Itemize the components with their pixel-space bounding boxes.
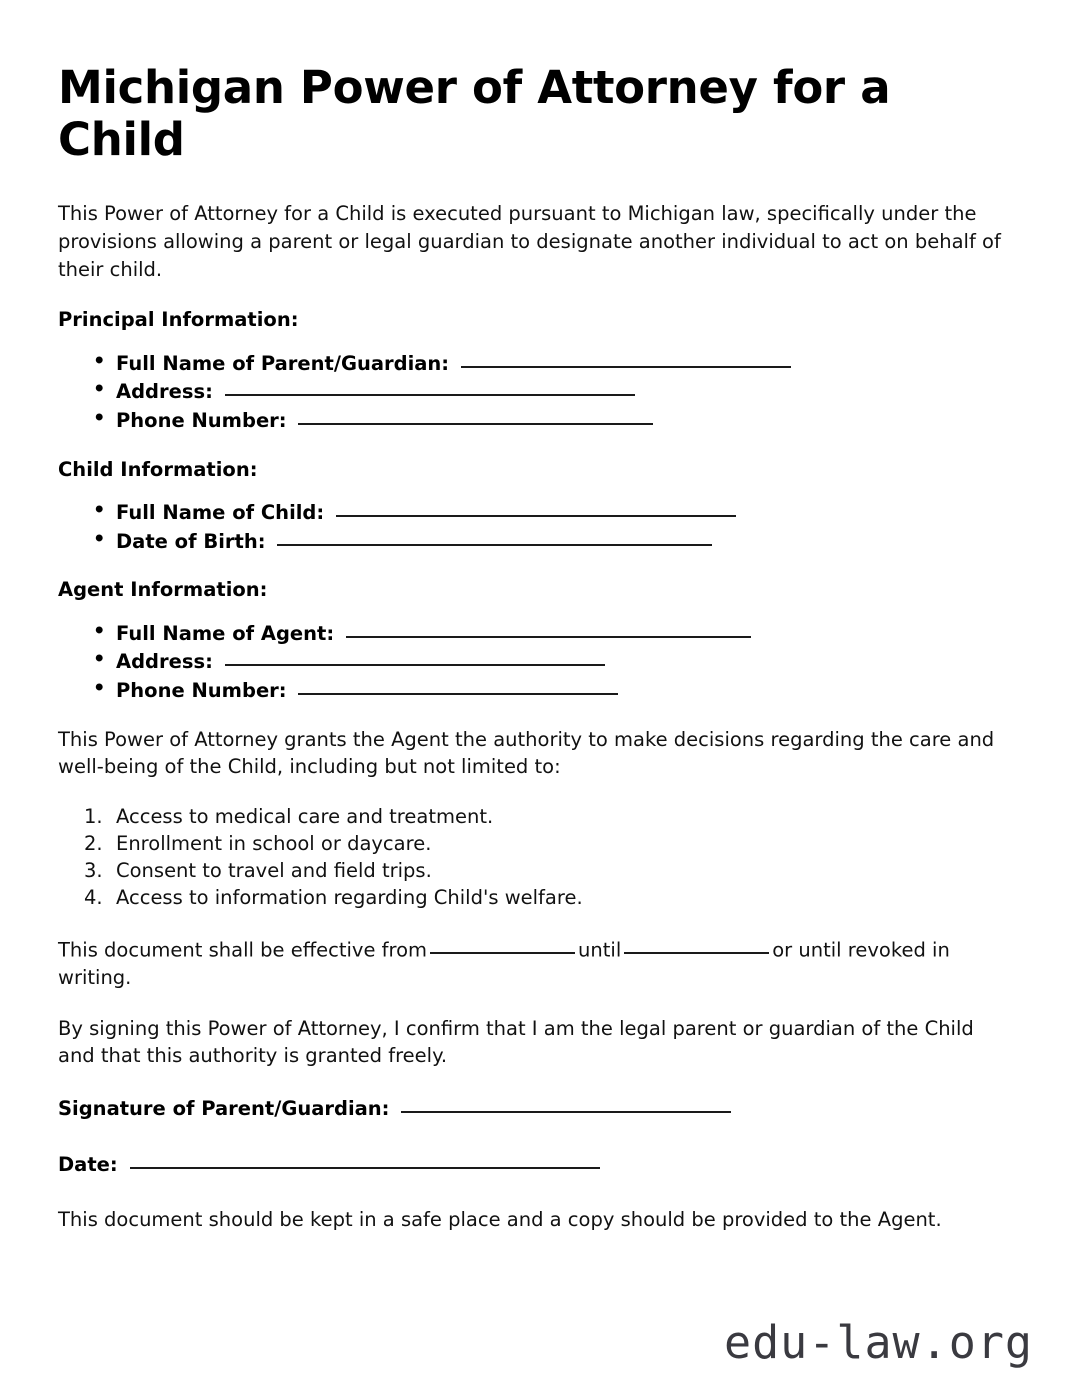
date-label: Date: [58, 1153, 118, 1177]
field-blank[interactable] [277, 526, 712, 546]
bullet-icon: • [93, 526, 106, 550]
agent-information-heading: Agent Information: [58, 578, 268, 602]
bullet-icon: • [93, 676, 106, 700]
field-blank[interactable] [225, 376, 635, 396]
field-agent-full-name [91, 618, 1016, 647]
bullet-icon: • [93, 647, 106, 671]
effective-from-blank[interactable] [430, 935, 575, 955]
field-blank[interactable] [298, 405, 653, 425]
authority-list [58, 804, 1016, 912]
list-item: Consent to travel and field trips. [116, 858, 432, 882]
field-blank[interactable] [298, 675, 618, 695]
field-agent-address [91, 646, 1016, 675]
closing-note: This document should be kept in a safe place and a copy should be provided to the Agent. [58, 1207, 942, 1231]
signature-line [58, 1093, 1016, 1122]
effective-clause-part1: This document shall be effective from [58, 938, 428, 962]
field-principal-full-name [91, 348, 1016, 377]
field-label: Full Name of Parent/Guardian: [116, 351, 450, 375]
bullet-icon: • [93, 498, 106, 522]
effective-clause [58, 935, 1016, 992]
field-label: Phone Number: [116, 678, 287, 702]
signature-blank[interactable] [401, 1093, 731, 1113]
effective-clause-part2: until [578, 938, 622, 962]
confirmation-paragraph: By signing this Power of Attorney, I confirm that I am the legal parent or guardian of the Child and that this authority is granted freely. [58, 1016, 974, 1068]
principal-information-heading: Principal Information: [58, 308, 299, 332]
list-item: Access to information regarding Child's welfare. [116, 885, 583, 909]
bullet-icon: • [93, 377, 106, 401]
field-blank[interactable] [336, 497, 736, 517]
bullet-icon: • [93, 618, 106, 642]
effective-clause-part3: or until revoked in writing. [58, 938, 950, 989]
field-blank[interactable] [461, 348, 791, 368]
intro-paragraph: This Power of Attorney for a Child is executed pursuant to Michigan law, specifically under the provisions allowing a parent or legal guardian to designate another individual to act on behalf of their child. [58, 202, 1001, 281]
child-information-fields [58, 497, 1016, 554]
principal-information-fields [58, 348, 1016, 434]
grant-paragraph: This Power of Attorney grants the Agent the authority to make decisions regarding the care and well-being of the Child, including but not limited to: [58, 727, 995, 779]
list-item: Enrollment in school or daycare. [116, 831, 432, 855]
field-label: Full Name of Agent: [116, 621, 335, 645]
bullet-icon: • [93, 406, 106, 430]
list-item: Access to medical care and treatment. [116, 805, 494, 829]
field-label: Date of Birth: [116, 529, 266, 553]
field-principal-phone [91, 405, 1016, 434]
agent-information-fields [58, 618, 1016, 704]
child-information-heading: Child Information: [58, 457, 258, 481]
field-child-full-name [91, 497, 1016, 526]
document-content [58, 62, 1016, 1256]
field-blank[interactable] [346, 618, 751, 638]
signature-label: Signature of Parent/Guardian: [58, 1096, 390, 1120]
page-title: Michigan Power of Attorney for a Child [58, 61, 891, 167]
field-label: Address: [116, 650, 213, 674]
field-label: Full Name of Child: [116, 500, 325, 524]
date-line [58, 1149, 1016, 1178]
field-label: Phone Number: [116, 409, 287, 433]
effective-until-blank[interactable] [624, 935, 769, 955]
field-agent-phone [91, 675, 1016, 704]
field-child-date-of-birth [91, 526, 1016, 555]
date-blank[interactable] [130, 1149, 600, 1169]
bullet-icon: • [93, 348, 106, 372]
field-principal-address [91, 376, 1016, 405]
field-blank[interactable] [225, 646, 605, 666]
site-watermark: edu-law.org [723, 1316, 1033, 1369]
field-label: Address: [116, 380, 213, 404]
